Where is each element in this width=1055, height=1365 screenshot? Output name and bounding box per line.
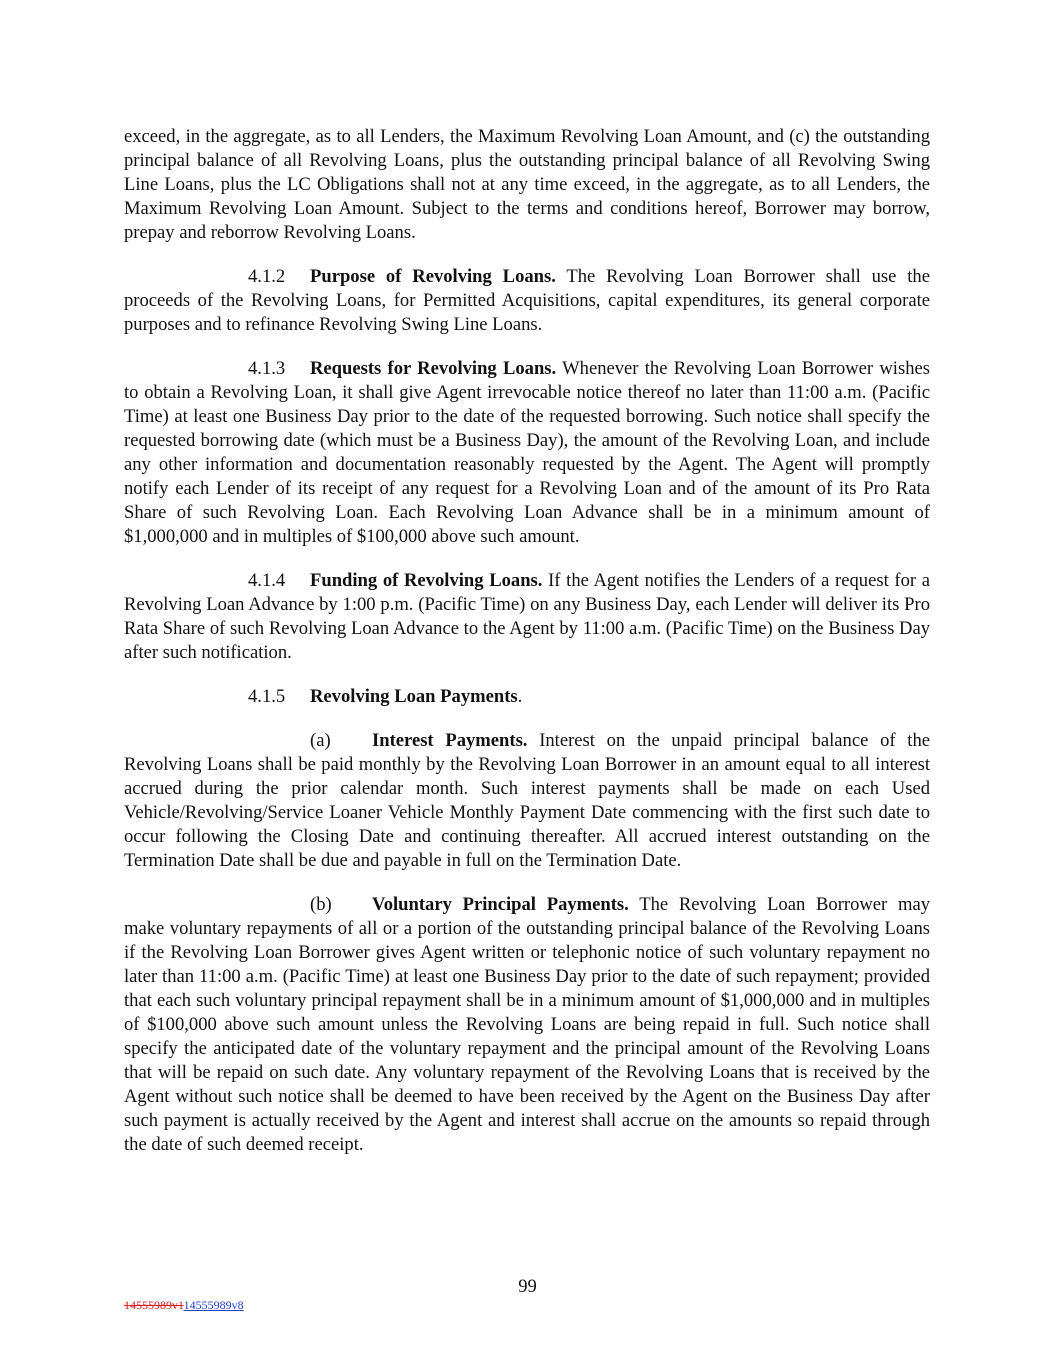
document-body [124, 125, 930, 1157]
subsection-text: Interest on the unpaid principal balance of the Revolving Loans shall be paid monthly by the Revolving Loan Borrower in an amount equal to all interest accrued during the prior calendar month. Such interest payments shall be made on each Used Vehicle/Revolving/Service Loaner Vehicle Monthly Payment Date commencing with the first such date to occur following the Closing Date and continuing thereafter. All accrued interest outstanding on the Termination Date shall be due and payable in full on the Termination Date. [124, 730, 930, 871]
section-4-1-2 [124, 265, 930, 337]
section-number: 4.1.3 [248, 358, 286, 379]
document-id [124, 1298, 244, 1313]
section-text: If the Agent notifies the Lenders of a request for a Revolving Loan Advance by 1:00 p.m. (Pacific Time) on any Business Day, each Lender will deliver its Pro Rata Share of such Revolving Loan Advance to the Agent by 11:00 a.m. (Pacific Time) on the Business Day after such notification. [124, 570, 930, 663]
subsection-b [124, 893, 930, 1157]
section-number: 4.1.2 [248, 266, 286, 287]
section-4-1-4 [124, 569, 930, 665]
subsection-letter: (b) [310, 894, 332, 915]
subsection-a [124, 729, 930, 873]
subsection-heading: Interest Payments. [372, 730, 528, 751]
section-number: 4.1.4 [248, 570, 286, 591]
section-heading: Funding of Revolving Loans. [310, 570, 543, 591]
subsection-letter: (a) [310, 730, 331, 751]
section-4-1-5 [124, 685, 930, 709]
section-heading: Purpose of Revolving Loans. [310, 266, 556, 287]
page-number: 99 [518, 1276, 537, 1297]
section-4-1-3 [124, 357, 930, 549]
section-number: 4.1.5 [248, 686, 286, 707]
subsection-text: The Revolving Loan Borrower may make voluntary repayments of all or a portion of the outstanding principal balance of the Revolving Loans if the Revolving Loan Borrower gives Agent written or telephonic notice of such voluntary repayment no later than 11:00 a.m. (Pacific Time) at least one Business Day prior to the date of such repayment; provided that each such voluntary principal repayment shall be in a minimum amount of $1,000,000 and in multiples of $100,000 above such amount unless the Revolving Loans are being repaid in full. Such notice shall specify the anticipated date of the voluntary repayment and the principal amount of the Revolving Loans that will be repaid on such date. Any voluntary repayment of the Revolving Loans that is received by the Agent without such notice shall be deemed to have been received by the Agent on the Business Day after such payment is actually received by the Agent and interest shall accrue on the amounts so repaid through the date of such deemed receipt. [124, 894, 930, 1155]
section-text: Whenever the Revolving Loan Borrower wishes to obtain a Revolving Loan, it shall give Agent irrevocable notice thereof no later than 11:00 a.m. (Pacific Time) at least one Business Day prior to the date of the requested borrowing. Such notice shall specify the requested borrowing date (which must be a Business Day), the amount of the Revolving Loan, and include any other information and documentation reasonably requested by the Agent. The Agent will promptly notify each Lender of its receipt of any request for a Revolving Loan and of the amount of its Pro Rata Share of such Revolving Loan. Each Revolving Loan Advance shall be in a minimum amount of $1,000,000 and in multiples of $100,000 above such amount. [124, 358, 930, 547]
section-heading: Revolving Loan Payments [310, 686, 518, 707]
subsection-heading: Voluntary Principal Payments. [372, 894, 629, 915]
section-heading: Requests for Revolving Loans. [310, 358, 557, 379]
heading-period: . [517, 686, 523, 707]
document-id-inserted: 14555989v8 [183, 1298, 244, 1312]
section-text: The Revolving Loan Borrower shall use the proceeds of the Revolving Loans, for Permitted Acquisitions, capital expenditures, its general corporate purposes and to refinance Revolving Swing Line Loans. [124, 266, 930, 335]
document-id-deleted: 14555989v1 [124, 1298, 184, 1312]
intro-paragraph: exceed, in the aggregate, as to all Lenders, the Maximum Revolving Loan Amount, and (c) the outstanding principal balance of all Revolving Loans, plus the outstanding principal balance of all Revolving Swing Line Loans, plus the LC Obligations shall not at any time exceed, in the aggregate, as to all Lenders, the Maximum Revolving Loan Amount. Subject to the terms and conditions hereof, Borrower may borrow, prepay and reborrow Revolving Loans. [124, 126, 930, 243]
